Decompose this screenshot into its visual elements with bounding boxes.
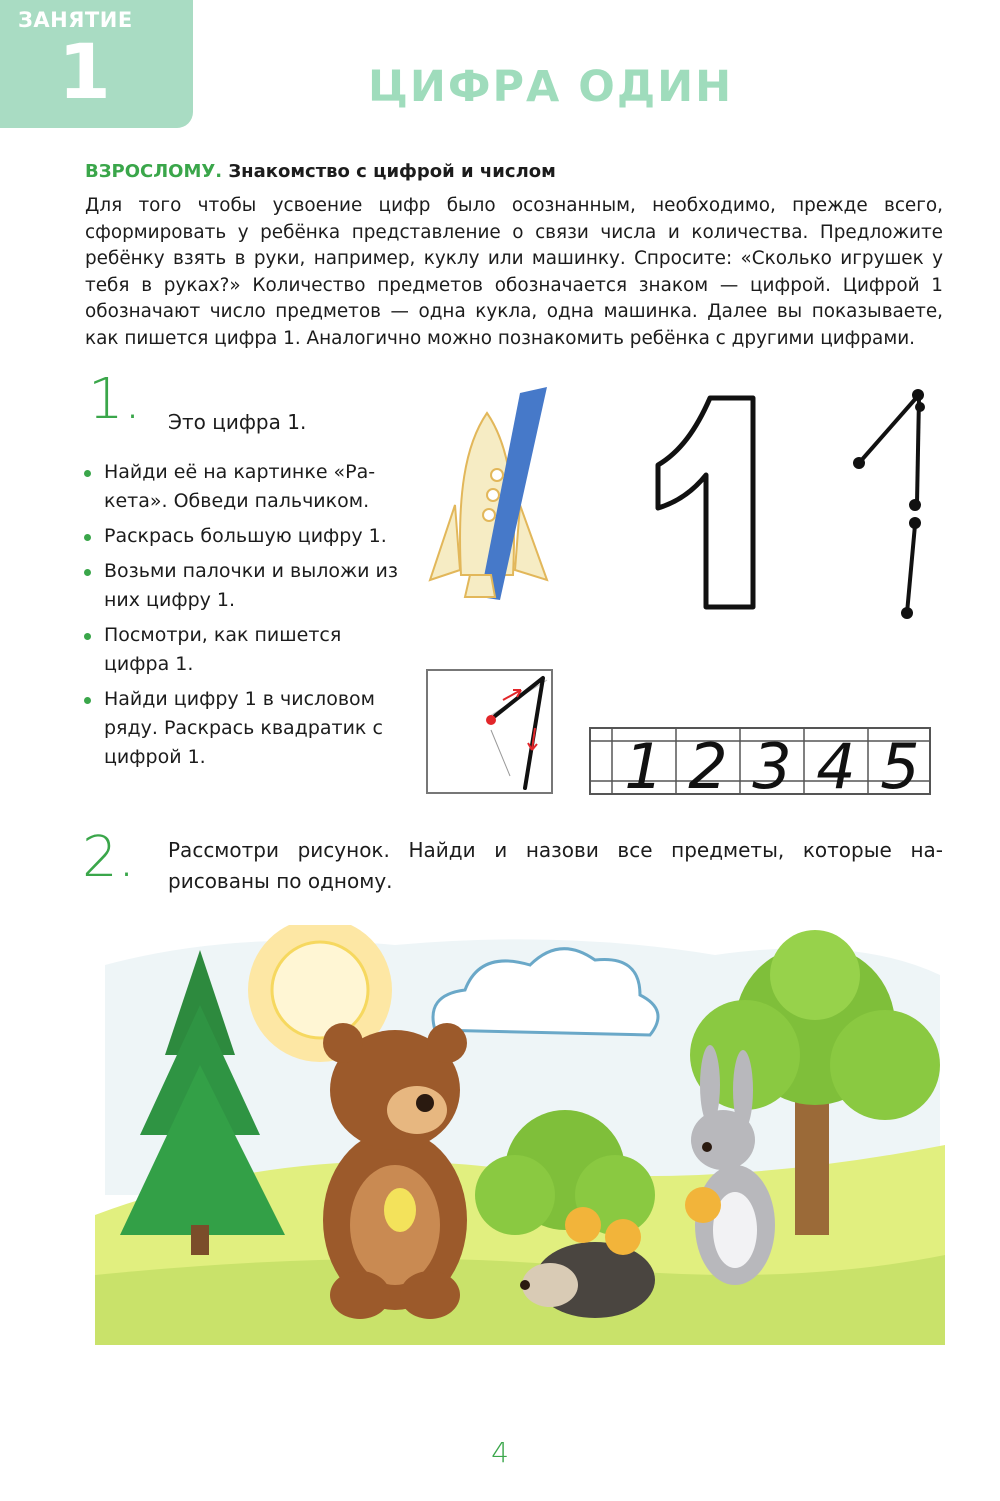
apple-icon: [565, 1207, 601, 1243]
task-2-number: 2.: [82, 825, 136, 890]
lesson-word: ЗАНЯТИЕ: [18, 8, 133, 32]
intro-paragraph: [85, 193, 943, 353]
intro-line: Для того чтобы усвоение цифр было осознанным, необходимо, прежде всего,: [85, 195, 943, 216]
number-row-digit: 3: [752, 730, 792, 798]
intro-line: сформировать у ребёнка представление о связи числа и количества. Предложите: [85, 221, 943, 243]
intro-line: как пишется цифра 1. Аналогично можно познакомить ребёнка с другими цифрами.: [85, 327, 916, 349]
task-2-text: [168, 835, 943, 897]
list-item: Найди её на картинке «Ра-кета». Обведи пальчиком.: [80, 458, 410, 516]
lesson-number: 1: [58, 27, 111, 116]
adult-heading: [85, 161, 556, 182]
sticks-digit: [845, 385, 940, 625]
list-item: Возьми палочки и выложи из них цифру 1.: [80, 557, 410, 615]
task-1-title: Это цифра 1.: [168, 410, 307, 434]
number-row-digit: 5: [880, 730, 920, 798]
rocket-illustration: [425, 385, 555, 610]
list-item: Посмотри, как пишется цифра 1.: [80, 621, 410, 679]
intro-line: обозначают число предметов — одна кукла, одна машинка. Далее вы показываете,: [85, 301, 943, 323]
page-title: ЦИФРА ОДИН: [368, 62, 734, 112]
list-item: Найди цифру 1 в числовом ряду. Раскрась квадратик с цифрой 1.: [80, 685, 410, 772]
adult-label: ВЗРОСЛОМУ.: [85, 161, 223, 182]
number-row-digit: 4: [816, 730, 856, 798]
intro-line: тебя в руках?» Количество предметов обозначается знаком — цифрой. Цифрой 1: [85, 274, 943, 296]
lesson-tab: [0, 0, 193, 128]
number-row: [588, 726, 933, 798]
big-digit-text: 1: [728, 550, 729, 551]
adult-heading-text: Знакомство с цифрой и числом: [228, 161, 556, 182]
big-digit-outline: [648, 390, 773, 615]
writing-box: [425, 668, 555, 796]
task-1-number: 1.: [88, 367, 142, 432]
task-1-list: [80, 458, 410, 778]
apple-icon: [685, 1187, 721, 1223]
list-item: Раскрась большую цифру 1.: [80, 522, 410, 551]
number-row-digit: 2: [688, 730, 728, 798]
task-2-line: рисованы по одному.: [168, 869, 393, 893]
forest-scene: [95, 925, 945, 1345]
intro-line: ребёнку взять в руки, например, куклу или машинку. Спросите: «Сколько игрушек у: [85, 248, 943, 270]
apple-icon: [384, 1188, 416, 1232]
apple-icon: [605, 1219, 641, 1255]
bear-icon: [323, 1023, 467, 1319]
page-number: 4: [491, 1436, 509, 1469]
number-row-digit: 1: [624, 730, 664, 798]
task-2-line: Рассмотри рисунок. Найди и назови все предметы, которые на-: [168, 838, 943, 862]
